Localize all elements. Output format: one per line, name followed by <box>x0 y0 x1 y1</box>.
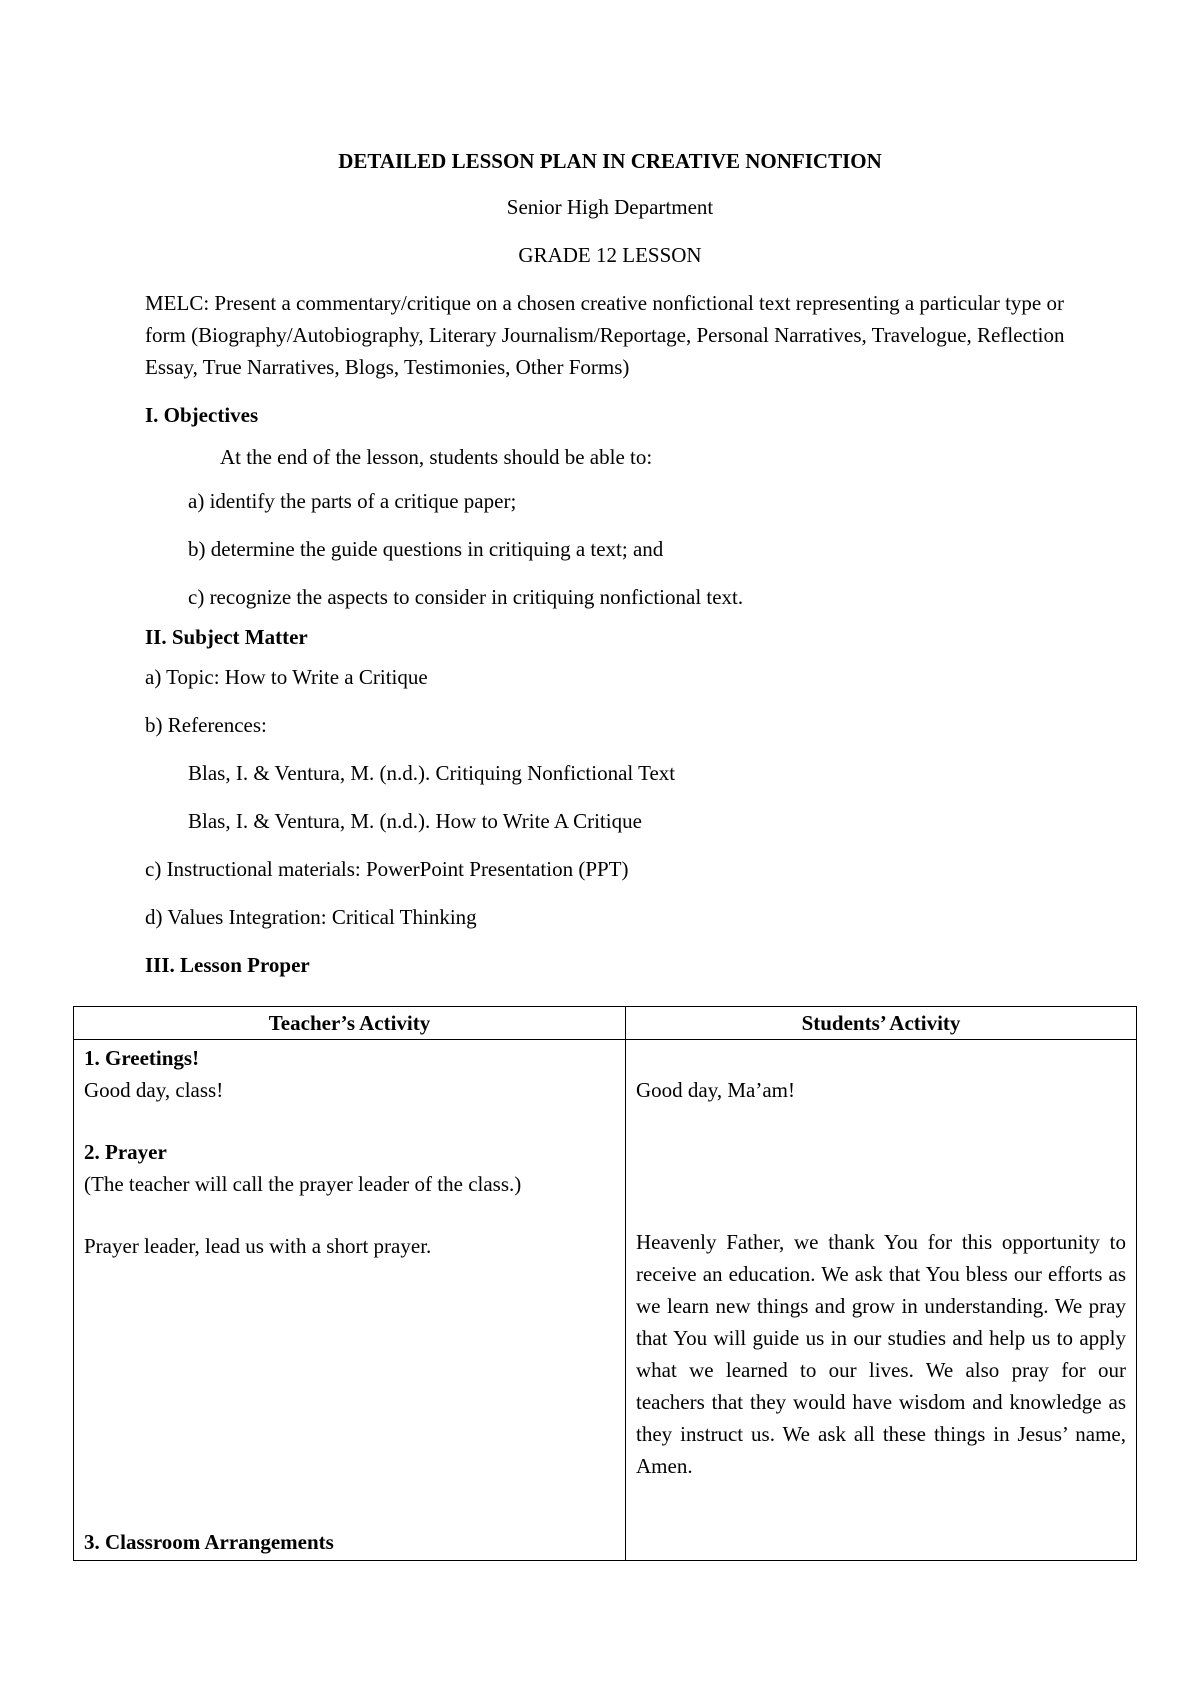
prayer-title: 2. Prayer <box>84 1140 167 1164</box>
teacher-column-header: Teacher’s Activity <box>74 1007 626 1040</box>
references-label: b) References: <box>145 713 267 737</box>
objectives-heading: I. Objectives <box>145 403 259 427</box>
objective-item: a) identify the parts of a critique paper; <box>188 489 517 513</box>
materials-line: c) Instructional materials: PowerPoint Presentation (PPT) <box>145 857 629 881</box>
table-row <box>74 1040 1137 1561</box>
objective-item: c) recognize the aspects to consider in critiquing nonfictional text. <box>188 585 744 609</box>
teacher-activity-cell <box>74 1040 626 1561</box>
values-line: d) Values Integration: Critical Thinking <box>145 905 477 929</box>
table-header-row <box>74 1007 1137 1040</box>
prayer-note: (The teacher will call the prayer leader of the class.) <box>84 1172 522 1196</box>
document-title: DETAILED LESSON PLAN IN CREATIVE NONFICTION <box>338 149 882 173</box>
lesson-table <box>73 1006 1137 1561</box>
reference-item: Blas, I. & Ventura, M. (n.d.). Critiquing Nonfictional Text <box>188 761 676 785</box>
document-body <box>145 145 1075 991</box>
reference-item: Blas, I. & Ventura, M. (n.d.). How to Write A Critique <box>188 809 642 833</box>
greetings-title: 1. Greetings! <box>84 1046 200 1070</box>
melc-paragraph: MELC: Present a commentary/critique on a chosen creative nonfictional text representing a particular type or form (Biography/Autobiography, Literary Journalism/Reportage, Personal Narratives, Travelogue, Reflection Essay, True Narratives, Blogs, Testimonies, Other Forms) <box>145 291 1065 379</box>
students-column-header: Students’ Activity <box>626 1007 1137 1040</box>
teacher-greeting: Good day, class! <box>84 1078 224 1102</box>
students-activity-cell <box>626 1040 1137 1561</box>
students-prayer: Heavenly Father, we thank You for this opportunity to receive an education. We ask that You bless our efforts as we learn new things and grow in understanding. We pray that You will guide us in our studies and help us to apply what we learned to our lives. We also pray for our teachers that they would have wisdom and knowledge as they instruct us. We ask all these things in Jesus’ name, Amen. <box>636 1230 1126 1478</box>
objectives-intro: At the end of the lesson, students should be able to: <box>220 445 653 469</box>
objective-item: b) determine the guide questions in critiquing a text; and <box>188 537 664 561</box>
department-line: Senior High Department <box>506 195 714 219</box>
classroom-arrangements-title: 3. Classroom Arrangements <box>84 1530 334 1554</box>
prayer-request: Prayer leader, lead us with a short prayer. <box>84 1234 432 1258</box>
topic-line: a) Topic: How to Write a Critique <box>145 665 428 689</box>
lesson-proper-heading: III. Lesson Proper <box>145 953 310 977</box>
subject-matter-heading: II. Subject Matter <box>145 625 308 649</box>
grade-line: GRADE 12 LESSON <box>518 243 702 267</box>
students-greeting: Good day, Ma’am! <box>636 1078 796 1102</box>
